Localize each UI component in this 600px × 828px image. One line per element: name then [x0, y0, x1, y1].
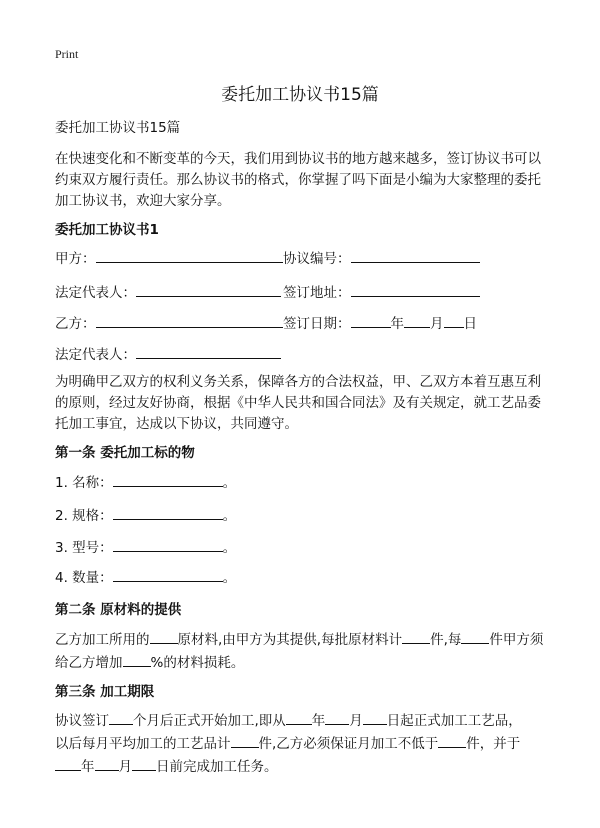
text: 原材料,由甲方为其提供,每批原材料计	[177, 632, 403, 648]
article1-item	[55, 471, 236, 494]
article3-line	[55, 709, 522, 732]
purpose-line: 的原则，经过友好协商，根据《中华人民共和国合同法》及有关规定，就工艺品委	[55, 395, 541, 411]
intro-line: 在快速变化和不断变革的今天，我们用到协议书的地方越来越多，签订协议书可以	[55, 151, 541, 167]
article1-item	[55, 536, 236, 559]
legal-rep-b-blank	[136, 343, 281, 359]
agreement-no-field	[283, 247, 480, 270]
blank	[363, 709, 387, 725]
agreement-no-label: 协议编号：	[283, 251, 351, 267]
text: 件，并于	[466, 736, 521, 752]
day-blank	[444, 312, 464, 328]
month-label: 月	[430, 316, 444, 332]
text: 协议签订	[55, 713, 109, 729]
blank	[132, 755, 156, 771]
article2-line	[55, 628, 543, 651]
agreement-no-blank	[351, 247, 480, 263]
day-label: 日	[463, 316, 477, 332]
blank	[109, 709, 133, 725]
item-label: 4. 数量：	[55, 570, 113, 586]
article3-line	[55, 732, 522, 755]
article1-heading: 第一条 委托加工标的物	[55, 445, 195, 461]
text: 个月后正式开始加工,即从	[133, 713, 286, 729]
blank	[461, 628, 489, 644]
article3-paragraph	[55, 709, 522, 778]
blank	[325, 709, 349, 725]
purpose-line: 为明确甲乙双方的权利义务关系，保障各方的合法权益，甲、乙双方本着互惠互利	[55, 374, 541, 390]
legal-rep-a-field	[55, 281, 281, 304]
legal-rep-a-blank	[136, 281, 281, 297]
document-title: 委托加工协议书15篇	[221, 85, 379, 105]
text: 月	[349, 713, 363, 729]
party-b-blank	[96, 312, 283, 328]
purpose-paragraph	[55, 372, 541, 435]
article3-line	[55, 755, 522, 778]
text: 乙方加工所用的	[55, 632, 150, 648]
item-end: 。	[222, 508, 237, 524]
legal-rep-b-label: 法定代表人：	[55, 347, 136, 363]
sign-date-field	[283, 312, 477, 335]
blank	[231, 732, 259, 748]
text: 年	[311, 713, 326, 729]
item-blank	[113, 504, 223, 520]
text: 年	[81, 759, 95, 775]
document-subtitle: 委托加工协议书15篇	[55, 120, 181, 136]
article2-line	[55, 651, 543, 674]
text: 给乙方增加	[55, 655, 123, 671]
text: %的材料损耗。	[150, 655, 245, 671]
article2-heading: 第二条 原材料的提供	[55, 602, 182, 618]
legal-rep-a-label: 法定代表人：	[55, 285, 136, 301]
intro-line: 约束双方履行责任。那么协议书的格式，你掌握了吗下面是小编为大家整理的委托	[55, 172, 541, 188]
item-end: 。	[222, 475, 237, 491]
intro-paragraph	[55, 149, 541, 212]
month-blank	[404, 312, 430, 328]
text: 月	[118, 759, 132, 775]
item-label: 2. 规格：	[55, 508, 113, 524]
item-end: 。	[222, 540, 237, 556]
item-label: 1. 名称：	[55, 475, 113, 491]
blank	[55, 755, 81, 771]
item-blank	[113, 566, 223, 582]
item-label: 3. 型号：	[55, 540, 113, 556]
sign-place-blank	[351, 281, 480, 297]
blank	[95, 755, 119, 771]
text: 件,每	[430, 632, 462, 648]
text: 以后每月平均加工的工艺品计	[55, 736, 231, 752]
text: 日前完成加工任务。	[156, 759, 278, 775]
section1-heading: 委托加工协议书1	[55, 222, 159, 238]
year-blank	[351, 312, 391, 328]
party-b-label: 乙方：	[55, 316, 96, 332]
party-a-label: 甲方：	[55, 251, 96, 267]
year-label: 年	[390, 316, 404, 332]
item-blank	[113, 471, 223, 487]
blank	[402, 628, 430, 644]
article1-item	[55, 566, 236, 589]
sign-place-label: 签订地址：	[283, 285, 351, 301]
party-a-field	[55, 247, 283, 270]
purpose-line: 托加工事宜，达成以下协议，共同遵守。	[55, 416, 298, 432]
article3-heading: 第三条 加工期限	[55, 684, 155, 700]
blank	[438, 732, 466, 748]
item-blank	[113, 536, 223, 552]
blank	[286, 709, 312, 725]
text: 件,乙方必须保证月加工不低于	[258, 736, 439, 752]
print-link[interactable]: Print	[55, 47, 79, 61]
article2-paragraph	[55, 628, 543, 674]
sign-place-field	[283, 281, 480, 304]
party-a-blank	[96, 247, 283, 263]
article1-item	[55, 504, 236, 527]
text: 件甲方须	[489, 632, 544, 648]
blank	[123, 651, 151, 667]
legal-rep-b-field	[55, 343, 281, 366]
text: 日起正式加工工艺品，	[386, 713, 522, 729]
party-b-field	[55, 312, 283, 335]
blank	[150, 628, 178, 644]
item-end: 。	[222, 570, 237, 586]
intro-line: 加工协议书，欢迎大家分享。	[55, 193, 231, 209]
sign-date-label: 签订日期：	[283, 316, 351, 332]
